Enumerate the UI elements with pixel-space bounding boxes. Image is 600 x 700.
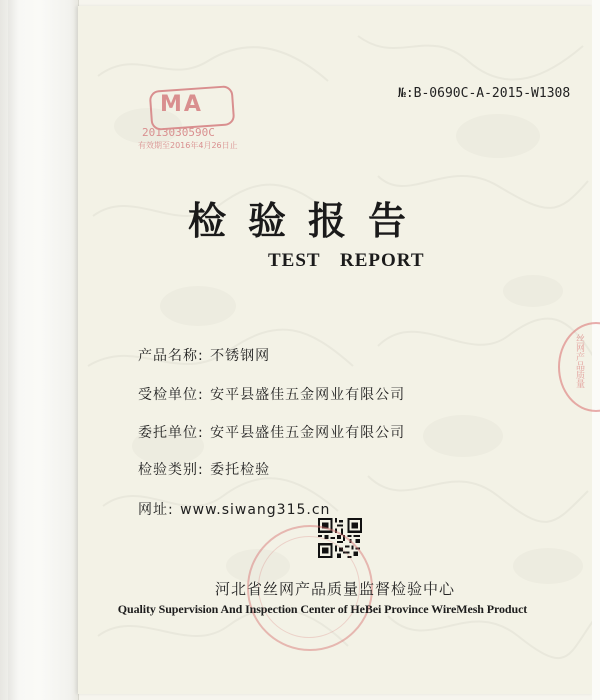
website-row: [138, 499, 330, 519]
website-link[interactable]: www.siwang315.cn: [180, 502, 331, 518]
official-seal-right-text: 丝网产品质量: [574, 334, 584, 388]
client-unit-value: 安平县盛佳五金网业有限公司: [210, 425, 406, 441]
inspected-unit-row: [138, 384, 405, 404]
cma-logo: MA: [160, 92, 203, 117]
client-unit-label: 委托单位:: [138, 425, 204, 441]
report-number: №:B-0690C-A-2015-W1308: [398, 86, 571, 101]
report-title-chinese: 检验报告: [188, 199, 429, 243]
report-title-english: TEST REPORT: [268, 250, 425, 271]
inspection-type-label: 检验类别:: [138, 462, 204, 478]
client-unit-row: [138, 422, 405, 442]
website-label: 网址:: [138, 502, 174, 518]
issuer-name-chinese: 河北省丝网产品质量监督检验中心: [214, 580, 455, 598]
inspection-type-row: [138, 459, 270, 479]
product-name-label: 产品名称:: [138, 348, 204, 364]
inspected-unit-value: 安平县盛佳五金网业有限公司: [210, 387, 406, 403]
inspected-unit-label: 受检单位:: [138, 387, 204, 403]
issuer-name-english: Quality Supervision And Inspection Center of HeBei Province WireMesh Product: [117, 602, 528, 616]
product-name-row: [138, 345, 270, 365]
page-shadow: [8, 0, 20, 700]
inspection-type-value: 委托检验: [210, 462, 271, 478]
cma-validity-text: 有效期至2016年4月26日止: [138, 141, 238, 150]
cma-certificate-code: 2013030590C: [142, 126, 215, 139]
product-name-value: 不锈钢网: [210, 348, 271, 364]
